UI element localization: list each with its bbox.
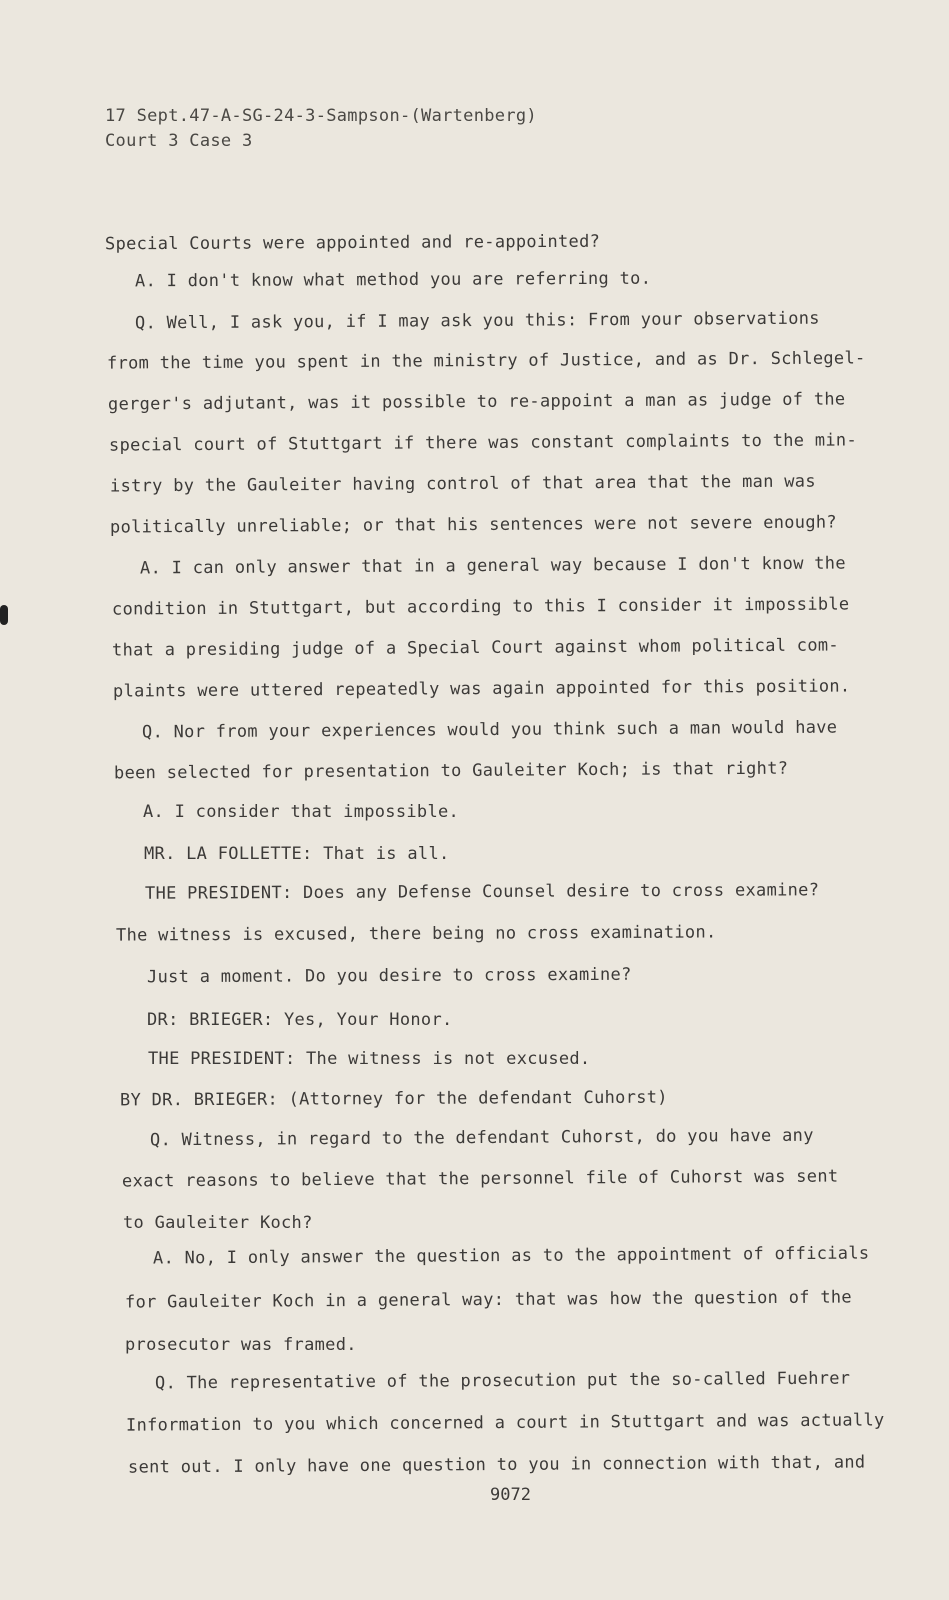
text-line: condition in Stuttgart, but according to this I consider it impossible bbox=[111, 594, 850, 620]
text-line: that a presiding judge of a Special Court against whom political com- bbox=[111, 635, 839, 661]
text-line: Q. Witness, in regard to the defendant Cuhorst, do you have any bbox=[149, 1125, 814, 1151]
text-line: to Gauleiter Koch? bbox=[123, 1213, 313, 1233]
text-line: BY DR. BRIEGER: (Attorney for the defendant Cuhorst) bbox=[119, 1087, 668, 1111]
text-line: for Gauleiter Koch in a general way: that was how the question of the bbox=[124, 1287, 852, 1313]
text-line: politically unreliable; or that his sentences were not severe enough? bbox=[109, 512, 837, 538]
text-line: A. I can only answer that in a general way because I don't know the bbox=[139, 553, 846, 579]
text-line: DR: BRIEGER: Yes, Your Honor. bbox=[147, 1010, 453, 1030]
page-number: 9072 bbox=[490, 1485, 531, 1505]
text-line: Q. Well, I ask you, if I may ask you this: From your observations bbox=[134, 308, 820, 334]
header-line-1: 17 Sept.47-A-SG-24-3-Sampson-(Wartenberg) bbox=[105, 106, 537, 126]
text-line: Q. Nor from your experiences would you think such a man would have bbox=[141, 717, 838, 743]
text-line: from the time you spent in the ministry of Justice, and as Dr. Schlegel- bbox=[106, 348, 866, 374]
text-line: THE PRESIDENT: Does any Defense Counsel desire to cross examine? bbox=[144, 880, 820, 904]
text-line: A. No, I only answer the question as to the appointment of officials bbox=[152, 1243, 870, 1269]
text-line: A. I don't know what method you are referring to. bbox=[134, 268, 652, 292]
text-line: plaints were uttered repeatedly was again appointed for this position. bbox=[112, 676, 851, 702]
text-line: A. I consider that impossible. bbox=[143, 802, 460, 822]
text-line: istry by the Gauleiter having control of that area that the man was bbox=[109, 471, 816, 497]
text-line: exact reasons to believe that the personnel file of Cuhorst was sent bbox=[121, 1166, 839, 1192]
text-line: Special Courts were appointed and re-appointed? bbox=[104, 231, 601, 255]
text-line: sent out. I only have one question to you in connection with that, and bbox=[127, 1452, 866, 1478]
text-line: gerger's adjutant, was it possible to re-appoint a man as judge of the bbox=[107, 389, 846, 415]
binder-hole-mark bbox=[0, 605, 8, 625]
text-line: THE PRESIDENT: The witness is not excused. bbox=[148, 1049, 591, 1069]
header-line-2: Court 3 Case 3 bbox=[105, 131, 253, 151]
text-line: been selected for presentation to Gauleiter Koch; is that right? bbox=[113, 758, 789, 784]
text-line: prosecutor was framed. bbox=[125, 1335, 357, 1355]
text-line: Information to you which concerned a court in Stuttgart and was actually bbox=[125, 1410, 885, 1436]
text-line: The witness is excused, there being no cross examination. bbox=[115, 922, 717, 946]
text-line: special court of Stuttgart if there was constant complaints to the min- bbox=[108, 430, 858, 456]
text-line: Just a moment. Do you desire to cross examine? bbox=[146, 964, 632, 988]
text-line: MR. LA FOLLETTE: That is all. bbox=[144, 844, 450, 864]
text-line: Q. The representative of the prosecution put the so-called Fuehrer bbox=[154, 1368, 851, 1394]
